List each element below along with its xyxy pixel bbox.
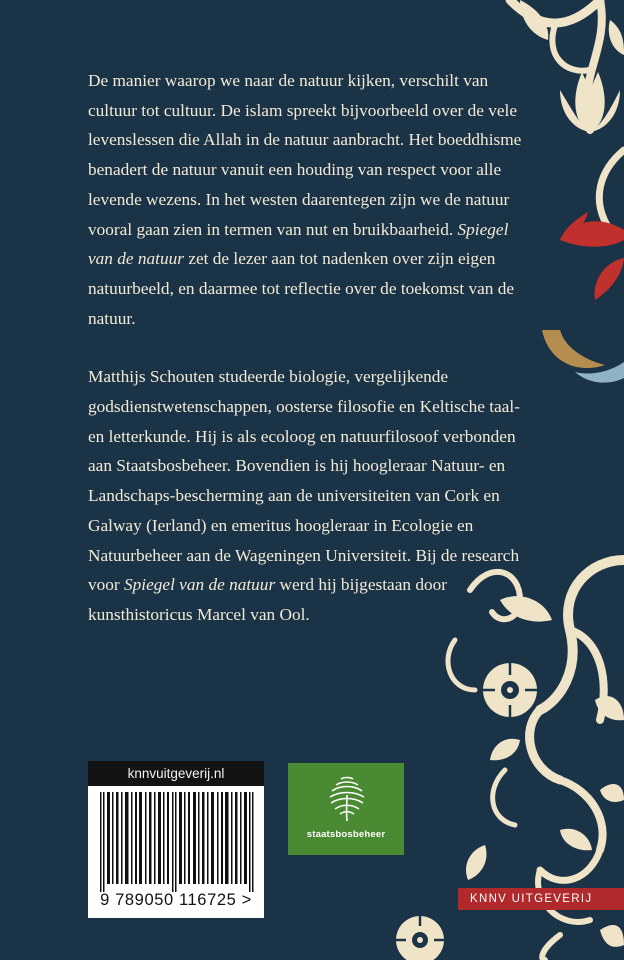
description-paragraph — [88, 66, 528, 333]
author-bio-text-start: Matthijs Schouten studeerde biologie, vergelijkende godsdienstwetenschappen, oosterse filosofie en Keltische taal- en letterkunde. Hij is als ecoloog en natuurfilosoof verbonden aan Staatsbosbeheer. Bovendien is hij hoogleraar Natuur- en Landschaps-bescherming aan de universiteiten van Cork en Galway (Ierland) en emeritus hoogleraar in Ecologie en Natuurbeheer aan de Wageningen Universiteit. Bij de research voor — [88, 367, 520, 595]
barcode-bars — [98, 792, 254, 892]
author-bio-text-end: werd hij bijgestaan door kunsthistoricus Marcel van Ool. — [88, 575, 447, 624]
isbn-number: 9 789050 116725 > — [100, 891, 252, 909]
barcode — [88, 786, 264, 918]
website-label: knnvuitgeverij.nl — [88, 761, 264, 786]
blurb-text — [88, 66, 528, 630]
description-text-start: De manier waarop we naar de natuur kijken, verschilt van cultuur tot cultuur. De islam spreekt bijvoorbeeld over de vele levenslessen die Allah in de natuur aanbracht. Het boeddhisme benadert de natuur vanuit een houding van respect voor alle levende wezens. In het westen daarentegen zijn we de natuur vooral gaan zien in termen van nut en bruikbaarheid. — [88, 71, 522, 239]
description-text-end: zet de lezer aan tot nadenken over zijn eigen natuurbeeld, en daarmee tot reflectie over de toekomst van de natuur. — [88, 249, 515, 328]
logo-text: staatsbosbeheer — [306, 829, 386, 840]
tree-icon — [326, 775, 368, 823]
book-title-reference: Spiegel van de natuur — [124, 575, 276, 595]
book-title-reference: Spiegel van de natuur — [88, 219, 509, 269]
author-bio-paragraph — [88, 362, 528, 629]
staatsbosbeheer-logo — [288, 763, 404, 855]
publisher-label: KNNV UITGEVERIJ — [458, 888, 624, 910]
